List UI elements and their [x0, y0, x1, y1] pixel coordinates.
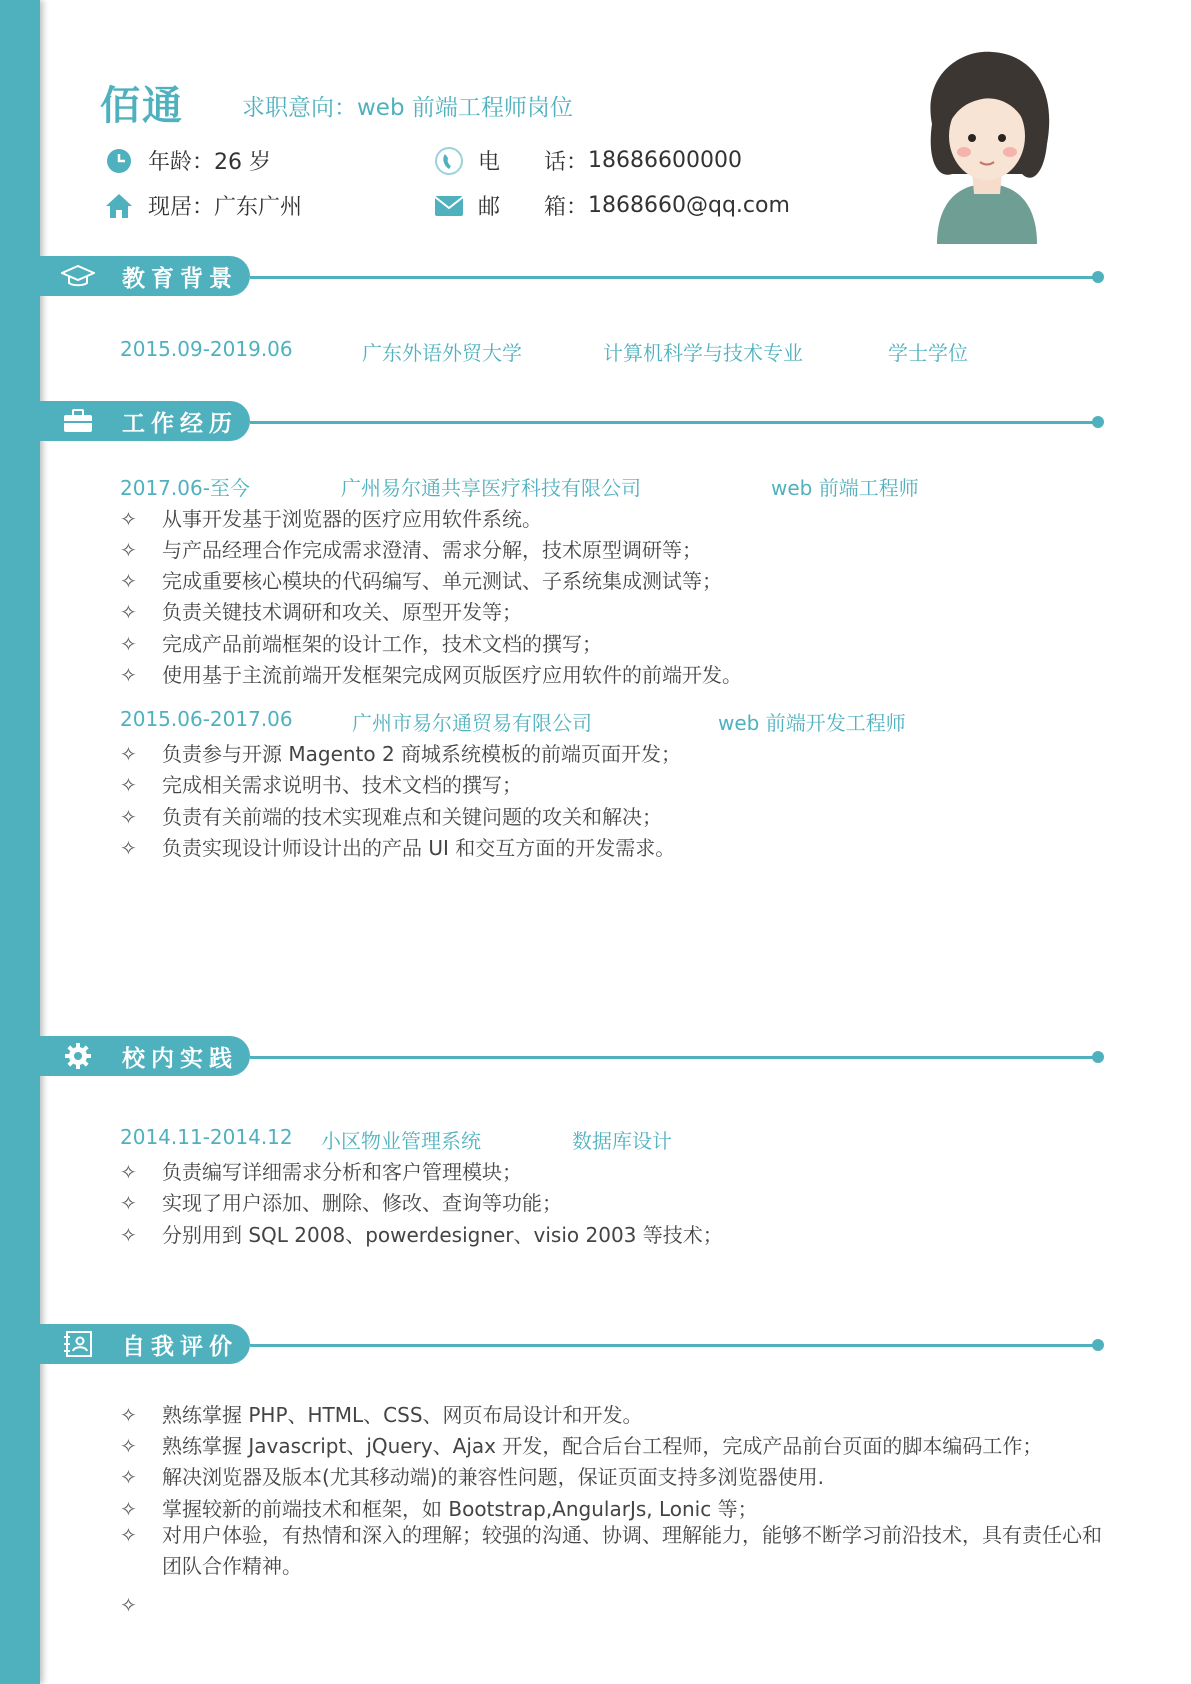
- campus-project: 小区物业管理系统: [321, 1129, 481, 1153]
- section-campus-header: [40, 1036, 250, 1076]
- list-item: ✧ 掌握较新的前端技术和框架，如 Bootstrap,AngularJs, Lonic 等；: [120, 1497, 758, 1521]
- section-education-header: [40, 256, 250, 296]
- list-item: ✧ 熟练掌握 PHP、HTML、CSS、网页布局设计和开发。: [120, 1403, 643, 1427]
- section-divider: [250, 421, 1098, 424]
- residence-info: [104, 190, 302, 221]
- edu-degree: 学士学位: [888, 341, 968, 365]
- section-self-title: 自我评价: [122, 1333, 238, 1360]
- section-divider-dot: [1092, 1051, 1104, 1063]
- list-item: ✧ 负责实现设计师设计出的产品 UI 和交互方面的开发需求。: [120, 836, 676, 860]
- briefcase-icon: [58, 409, 98, 433]
- section-self-header: [40, 1324, 250, 1364]
- edu-school: 广东外语外贸大学: [362, 341, 522, 365]
- list-item: ✧ 解决浏览器及版本(尤其移动端)的兼容性问题，保证页面支持多浏览器使用.: [120, 1465, 824, 1489]
- phone-number: 18686600000: [588, 148, 742, 173]
- avatar: [912, 44, 1062, 244]
- job-company: 广州易尔通共享医疗科技有限公司: [341, 476, 641, 500]
- section-divider-dot: [1092, 416, 1104, 428]
- section-work-title: 工作经历: [122, 410, 238, 437]
- section-education-title: 教育背景: [122, 265, 238, 292]
- list-item: ✧ 负责参与开源 Magento 2 商城系统模板的前端页面开发；: [120, 742, 682, 766]
- list-item: ✧ 完成重要核心模块的代码编写、单元测试、子系统集成测试等；: [120, 569, 722, 593]
- email-label: 邮 箱：: [478, 195, 589, 220]
- age-text: 年龄：26 岁: [148, 150, 271, 175]
- list-item: ✧ 从事开发基于浏览器的医疗应用软件系统。: [120, 507, 542, 531]
- job-period: 2015.06-2017.06: [120, 707, 293, 731]
- gear-icon: [58, 1042, 98, 1070]
- profile-card-icon: [58, 1331, 98, 1357]
- campus-period: 2014.11-2014.12: [120, 1125, 293, 1149]
- email-info: [434, 190, 790, 221]
- section-campus-title: 校内实践: [122, 1045, 238, 1072]
- phone-icon: [434, 146, 464, 176]
- campus-role: 数据库设计: [572, 1129, 672, 1153]
- list-item: ✧ 实现了用户添加、删除、修改、查询等功能；: [120, 1191, 562, 1215]
- list-item: ✧ 负责关键技术调研和攻关、原型开发等；: [120, 600, 522, 624]
- job-role: web 前端工程师: [771, 476, 919, 500]
- graduation-cap-icon: [58, 264, 98, 288]
- job-period: 2017.06-至今: [120, 476, 250, 500]
- section-divider-dot: [1092, 271, 1104, 283]
- section-work-header: [40, 401, 250, 441]
- age-info: [104, 145, 271, 176]
- side-accent-bar: [0, 0, 40, 1684]
- residence-text: 现居：广东广州: [148, 195, 303, 220]
- list-item: ✧ 完成产品前端框架的设计工作，技术文档的撰写；: [120, 632, 602, 656]
- phone-info: [434, 145, 742, 176]
- mail-icon: [434, 191, 464, 221]
- home-icon: [104, 191, 134, 221]
- edu-major: 计算机科学与技术专业: [603, 341, 803, 365]
- edu-period: 2015.09-2019.06: [120, 337, 293, 361]
- list-item: ✧ 熟练掌握 Javascript、jQuery、Ajax 开发，配合后台工程师，完成产品前台页面的脚本编码工作；: [120, 1434, 1043, 1458]
- section-divider-dot: [1092, 1339, 1104, 1351]
- list-item: ✧ 分别用到 SQL 2008、powerdesigner、visio 2003 等技术；: [120, 1223, 723, 1247]
- candidate-name: 佰通: [100, 83, 184, 129]
- email-address: 1868660@qq.com: [588, 193, 790, 218]
- list-item: ✧ 负责编写详细需求分析和客户管理模块；: [120, 1160, 522, 1184]
- section-divider: [250, 1056, 1098, 1059]
- list-item: ✧: [120, 1593, 137, 1617]
- clock-icon: [104, 146, 134, 176]
- job-role: web 前端开发工程师: [718, 711, 906, 735]
- section-divider: [250, 1344, 1098, 1347]
- list-item: ✧ 使用基于主流前端开发框架完成网页版医疗应用软件的前端开发。: [120, 663, 742, 687]
- phone-label: 电 话：: [478, 150, 589, 175]
- job-company: 广州市易尔通贸易有限公司: [352, 711, 592, 735]
- job-intent: 求职意向：web 前端工程师岗位: [242, 95, 573, 121]
- list-item: ✧ 对用户体验，有热情和深入的理解；较强的沟通、协调、理解能力，能够不断学习前沿技术，具有责任心和团队合作精神。: [120, 1523, 1102, 1578]
- list-item: ✧ 负责有关前端的技术实现难点和关键问题的攻关和解决；: [120, 805, 662, 829]
- section-divider: [250, 276, 1098, 279]
- list-item: ✧ 完成相关需求说明书、技术文档的撰写；: [120, 773, 522, 797]
- list-item: ✧ 与产品经理合作完成需求澄清、需求分解，技术原型调研等；: [120, 538, 702, 562]
